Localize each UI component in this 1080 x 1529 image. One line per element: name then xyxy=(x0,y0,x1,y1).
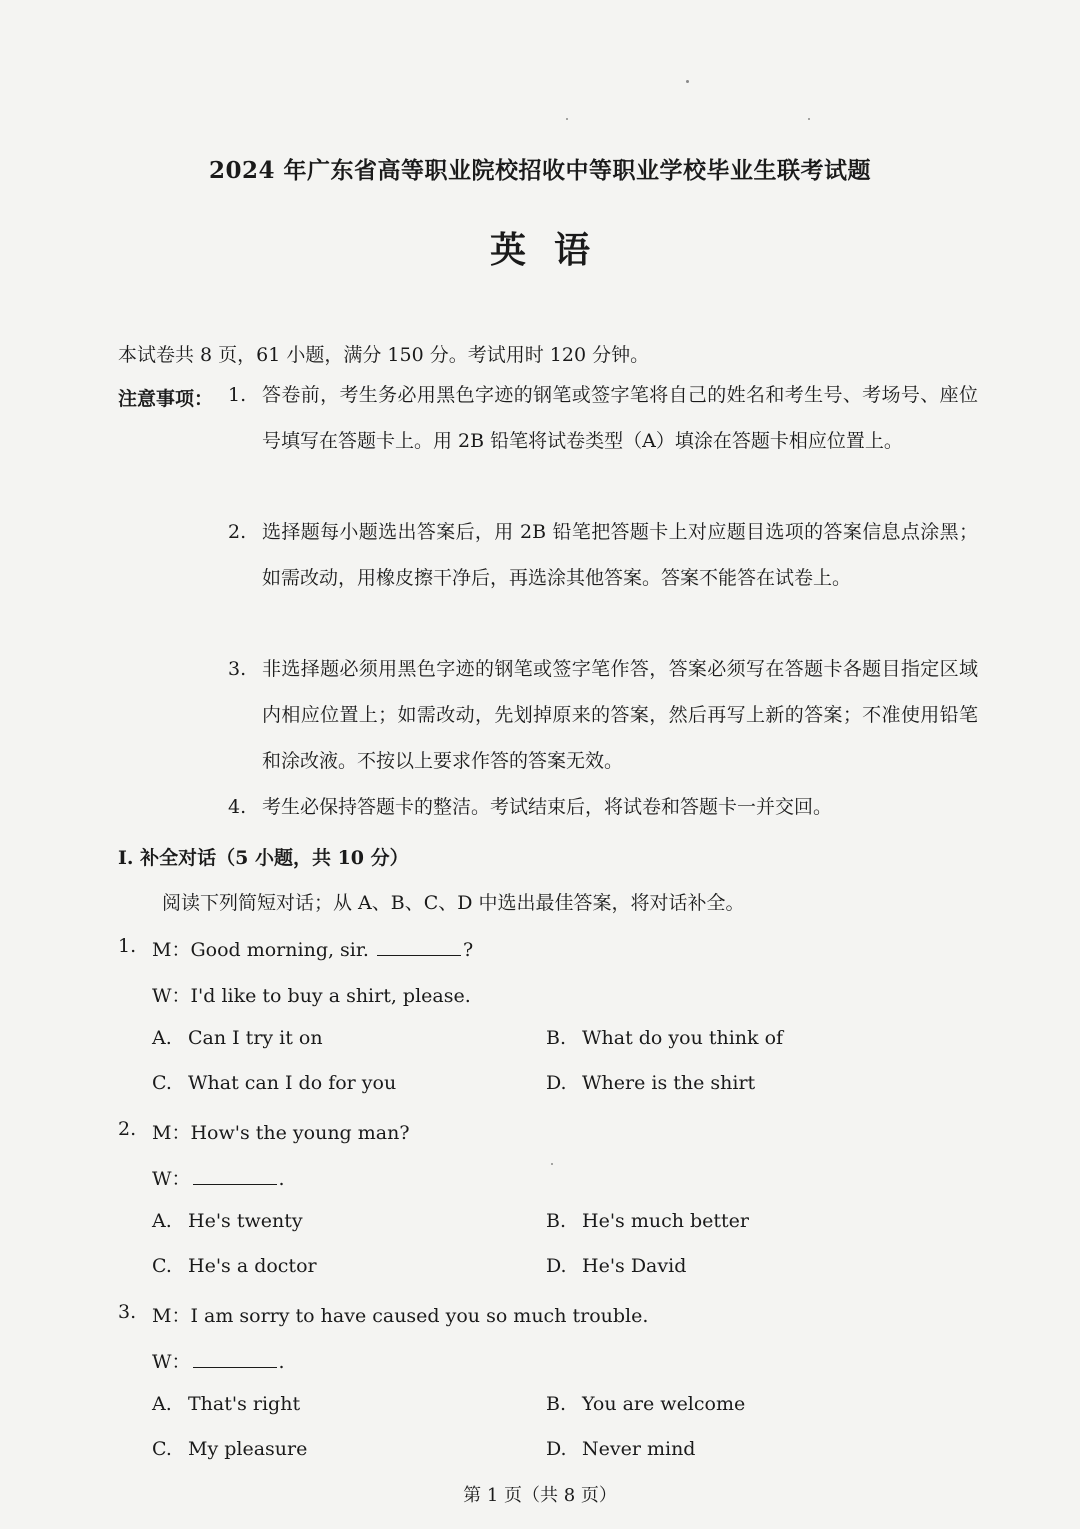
option-text: Can I try it on xyxy=(188,1027,323,1049)
notice-item-text: 非选择题必须用黑色字迹的钢笔或签字笔作答，答案必须写在答题卡各题目指定区域内相应位置上；如需改动，先划掉原来的答案，然后再写上新的答案；不准使用铅笔和涂改液。不按以上要求作答的答案无效。 xyxy=(262,658,978,772)
option-letter: C. xyxy=(152,1438,172,1460)
option-letter: B. xyxy=(546,1210,567,1232)
option-b[interactable] xyxy=(546,1210,749,1232)
option-text: You are welcome xyxy=(582,1393,746,1415)
subject-title: 英语 xyxy=(489,229,618,271)
notice-item-number: 2. xyxy=(228,521,247,543)
option-text: What can I do for you xyxy=(188,1072,397,1094)
question-w-line xyxy=(152,1164,285,1191)
option-text: He's twenty xyxy=(188,1210,303,1232)
dialogue-punct: ? xyxy=(462,939,474,961)
question-number: 2. xyxy=(118,1118,137,1140)
speaker-m: M： xyxy=(152,1122,191,1144)
question-w-line xyxy=(152,981,471,1008)
option-letter: A. xyxy=(152,1393,172,1415)
option-letter: C. xyxy=(152,1072,172,1094)
scan-speck xyxy=(566,118,568,120)
dialogue-text: I am sorry to have caused you so much trouble. xyxy=(190,1305,649,1327)
option-letter: D. xyxy=(546,1072,567,1094)
option-letter: A. xyxy=(152,1210,172,1232)
question-w-line xyxy=(152,1347,285,1374)
speaker-w: W： xyxy=(152,985,191,1007)
option-text: He's David xyxy=(582,1255,687,1277)
option-d[interactable] xyxy=(546,1438,695,1460)
notice-item-number: 3. xyxy=(228,658,247,680)
option-d[interactable] xyxy=(546,1255,686,1277)
notice-item-text: 答卷前，考生务必用黑色字迹的钢笔或签字笔将自己的姓名和考生号、考场号、座位号填写在答题卡上。用 2B 铅笔将试卷类型（A）填涂在答题卡相应位置上。 xyxy=(262,384,978,452)
speaker-w: W： xyxy=(152,1168,191,1190)
dialogue-text: How's the young man? xyxy=(190,1122,410,1144)
scan-speck xyxy=(551,1163,553,1165)
option-letter: C. xyxy=(152,1255,172,1277)
dialogue-text: Good morning, sir. xyxy=(190,939,369,961)
option-text: He's a doctor xyxy=(188,1255,317,1277)
option-text: Where is the shirt xyxy=(582,1072,756,1094)
speaker-m: M： xyxy=(152,939,191,961)
answer-blank xyxy=(377,937,461,956)
option-b[interactable] xyxy=(546,1393,745,1415)
question-m-line xyxy=(152,1301,648,1328)
option-text: My pleasure xyxy=(188,1438,308,1460)
notice-label: 注意事项： xyxy=(118,388,214,410)
option-c[interactable] xyxy=(152,1438,307,1460)
page-footer: 第 1 页（共 8 页） xyxy=(463,1485,617,1506)
option-letter: B. xyxy=(546,1393,567,1415)
question-number: 1. xyxy=(118,935,137,957)
option-text: That's right xyxy=(188,1393,301,1415)
option-c[interactable] xyxy=(152,1072,396,1094)
option-a[interactable] xyxy=(152,1393,300,1415)
option-d[interactable] xyxy=(546,1072,755,1094)
option-letter: D. xyxy=(546,1438,567,1460)
dialogue-punct: . xyxy=(278,1168,285,1190)
option-a[interactable] xyxy=(152,1027,323,1049)
option-letter: A. xyxy=(152,1027,172,1049)
scan-speck xyxy=(808,118,810,120)
notice-item-text: 选择题每小题选出答案后，用 2B 铅笔把答题卡上对应题目选项的答案信息点涂黑；如需改动，用橡皮擦干净后，再选涂其他答案。答案不能答在试卷上。 xyxy=(262,521,978,589)
option-text: What do you think of xyxy=(582,1027,784,1049)
option-letter: B. xyxy=(546,1027,567,1049)
notice-item-number: 1. xyxy=(228,384,247,406)
option-c[interactable] xyxy=(152,1255,317,1277)
question-m-line xyxy=(152,935,473,962)
notice-item-number: 4. xyxy=(228,796,247,818)
option-a[interactable] xyxy=(152,1210,303,1232)
option-text: He's much better xyxy=(582,1210,750,1232)
option-letter: D. xyxy=(546,1255,567,1277)
question-m-line xyxy=(152,1118,410,1145)
section-instruction: 阅读下列简短对话；从 A、B、C、D 中选出最佳答案，将对话补全。 xyxy=(162,892,745,914)
section-heading: I. 补全对话（5 小题，共 10 分） xyxy=(118,847,409,869)
dialogue-text: I'd like to buy a shirt, please. xyxy=(190,985,471,1007)
exam-title: 2024 年广东省高等职业院校招收中等职业学校毕业生联考试题 xyxy=(208,157,872,184)
option-text: Never mind xyxy=(582,1438,696,1460)
exam-intro: 本试卷共 8 页，61 小题，满分 150 分。考试用时 120 分钟。 xyxy=(118,344,650,366)
dialogue-punct: . xyxy=(278,1351,285,1373)
scan-speck xyxy=(686,80,689,83)
speaker-m: M： xyxy=(152,1305,191,1327)
answer-blank xyxy=(193,1166,277,1185)
question-number: 3. xyxy=(118,1301,137,1323)
option-b[interactable] xyxy=(546,1027,783,1049)
answer-blank xyxy=(193,1349,277,1368)
notice-item-text: 考生必保持答题卡的整洁。考试结束后，将试卷和答题卡一并交回。 xyxy=(262,796,833,818)
speaker-w: W： xyxy=(152,1351,191,1373)
